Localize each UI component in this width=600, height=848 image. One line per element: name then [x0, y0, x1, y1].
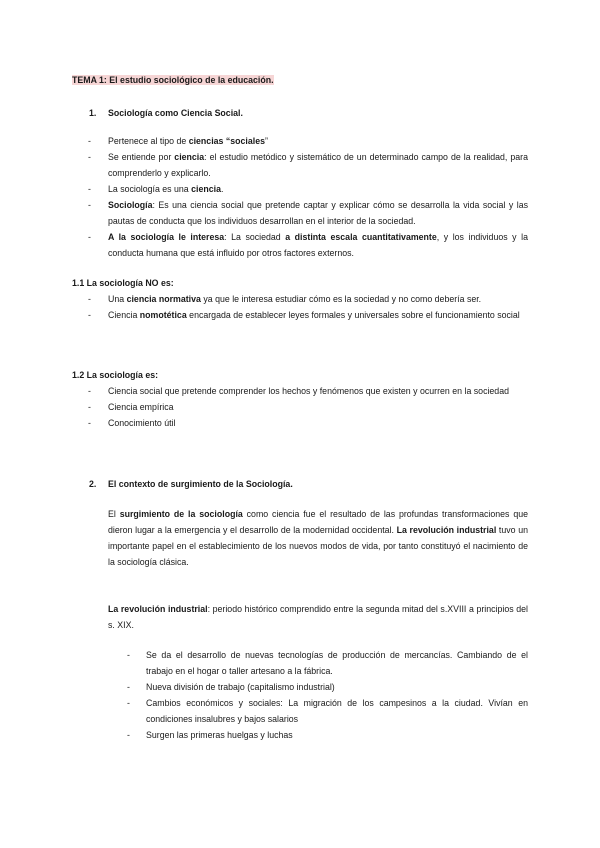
list-item: - Pertenece al tipo de ciencias “sociales”	[88, 136, 268, 146]
subsection-1-1-heading: 1.1 La sociología NO es:	[72, 278, 174, 288]
section-title: El contexto de surgimiento de la Sociología.	[108, 479, 293, 489]
list-item: - Ciencia empírica	[88, 402, 174, 412]
list-item: - Ciencia nomotética encargada de establecer leyes formales y universales sobre el funcionamiento social	[88, 310, 520, 320]
subsection-1-1-list	[88, 291, 528, 323]
list-item: - Conocimiento útil	[88, 418, 176, 428]
section-title: Sociología como Ciencia Social.	[108, 108, 243, 118]
list-item: - Nueva división de trabajo (capitalismo industrial)	[127, 682, 335, 692]
subsection-1-2-heading: 1.2 La sociología es:	[72, 370, 159, 380]
list-item: - Surgen las primeras huelgas y luchas	[127, 730, 293, 740]
list-item: - La sociología es una ciencia.	[88, 184, 224, 194]
paragraph: El surgimiento de la sociología como ciencia fue el resultado de las profundas transformaciones que dieron lugar a la emergencia y el desarrollo de la modernidad occidental. La revolución industrial tuvo un importante papel en el establecimiento de los nuevos modos de vida, por tanto constituyó el nacimiento de la sociología clásica.	[108, 509, 528, 567]
list-item: - Una ciencia normativa ya que le interesa estudiar cómo es la sociedad y no como debería ser.	[88, 294, 482, 304]
list-item: - Se da el desarrollo de nuevas tecnologías de producción de mercancías. Cambiando de el trabajo en el hogar o taller artesano a la fábrica.	[127, 650, 528, 676]
section-1-list	[88, 133, 528, 261]
page-title: TEMA 1: El estudio sociológico de la educación.	[72, 75, 274, 85]
list-item: - Se entiende por ciencia: el estudio metódico y sistemático de un determinado campo de la realidad, para comprenderlo y explicarlo.	[88, 152, 528, 178]
list-item: - Cambios económicos y sociales: La migración de los campesinos a la ciudad. Vivían en condiciones insalubres y bajos salarios	[127, 698, 528, 724]
section-2-list	[127, 647, 528, 743]
section-number: 1.	[89, 108, 97, 118]
paragraph: La revolución industrial: periodo histórico comprendido entre la segunda mitad del s.XVIII a principios del s. XIX.	[108, 604, 528, 630]
section-number: 2.	[89, 479, 97, 489]
list-item: - Sociología: Es una ciencia social que pretende captar y explicar cómo se desarrolla la vida social y las pautas de conducta que los individuos desarrollan en el interior de la sociedad.	[88, 200, 528, 226]
list-item: - Ciencia social que pretende comprender los hechos y fenómenos que existen y ocurren en la sociedad	[88, 386, 509, 396]
subsection-1-2-list	[88, 383, 528, 431]
list-item: - A la sociología le interesa: La sociedad a distinta escala cuantitativamente, y los individuos y la conducta humana que está influido por otros factores externos.	[88, 232, 528, 258]
